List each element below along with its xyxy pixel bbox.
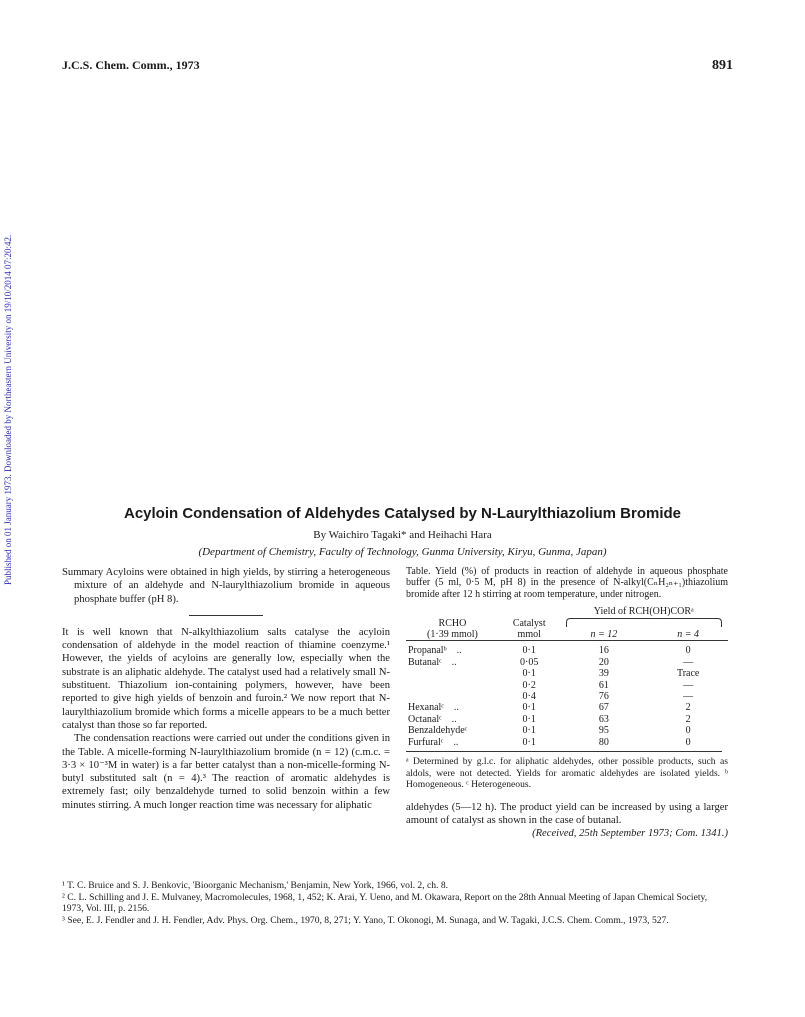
catalyst-cell: 0·1 [522,645,536,657]
article-affiliation: (Department of Chemistry, Faculty of Technology, Gunma University, Kiryu, Gunma, Japan) [198,546,607,558]
aldehyde-cell [406,714,499,725]
references [62,880,728,926]
aldehyde-cell [406,737,499,748]
yield-n4-cell: — [683,679,694,691]
table-row [406,714,728,725]
table-row [406,657,728,668]
divider [189,615,263,616]
leader-dots: .. [451,656,457,668]
right-column [406,566,728,840]
n4-header: n = 4 [677,629,700,641]
reference-1: ¹ T. C. Bruice and S. J. Benkovic, 'Bioorganic Mechanism,' Benjamin, New York, 1966, vol. 2, ch. 8. [62,880,449,891]
yield-header: Yield of RCH(OH)CORᵃ [593,606,694,618]
table-caption: Table. Yield (%) of products in reaction of aldehyde in aqueous phosphate buffer (5 ml, 0·5 M, pH 8) in the presence of N-alkyl(CₙH₂ₙ₊₁)thiazolium bromide after 12 h stirring at room temperature, under nitrogen. [406,566,728,600]
catalyst-cell: 0·05 [520,656,539,668]
yield-n12-cell: 39 [598,668,609,680]
journal-header: J.C.S. Chem. Comm., 1973 [62,58,200,72]
yield-n12-cell: 61 [598,679,609,691]
rcho-subheader: (1·39 mmol) [427,629,478,641]
yield-n4-cell: 0 [685,725,691,737]
yield-n12-cell: 20 [598,656,609,668]
aldehyde-name: Octanalᶜ [408,713,442,725]
leader-dots: .. [451,713,457,725]
reference-2: ² C. L. Schilling and J. E. Mulvaney, Macromolecules, 1968, 1, 452; K. Arai, Y. Ueno, and M. Okawara, Report on the 28th Annual Meeting of Japan Chemical Society, 1973, Vol. III, p. 2156. [62,891,708,915]
n12-header: n = 12 [590,629,618,641]
yield-n12-cell: 76 [598,691,609,703]
yield-n4-cell: — [683,691,694,703]
download-watermark[interactable]: Published on 01 January 1973. Downloaded by Northeastern University on 19/10/2014 07:20:42. [3,234,13,586]
yield-table [406,606,728,748]
leader-dots: .. [453,736,459,748]
article-title: Acyloin Condensation of Aldehydes Catalysed by N-Laurylthiazolium Bromide [123,505,682,522]
catalyst-cell: 0·1 [522,702,536,714]
yield-n4-cell: Trace [676,668,700,680]
catalyst-cell: 0·4 [522,691,536,703]
body-paragraph-3: aldehydes (5—12 h). The product yield can be increased by using a larger amount of catalyst as shown in the case of butanal. [406,801,728,826]
table-row [406,737,728,748]
leader-dots: .. [453,702,459,714]
yield-n12-cell: 67 [598,702,609,714]
yield-n4-cell: 2 [685,713,691,725]
body-paragraph-1: It is well known that N-alkylthiazolium salts catalyse the acyloin condensation of aldehyde in the model reaction of thiamine coenzyme.¹ However, the yields of acyloins are generally low, especially when the substrate is an aliphatic aldehyde. The catalyst used had a relatively small N-substituent. Thiazolium ion-containing polymers, however, have been reported to give high yields of benzoin and furoin.² We now report that N-laurylthiazolium bromide which forms a micelle appears to be a much better catalyst than those so far reported. [62,626,390,731]
aldehyde-name: Furfuralᶜ [408,736,444,748]
table-row [406,645,728,656]
yield-n12-cell: 80 [598,736,609,748]
body-paragraph-2: The condensation reactions were carried out under the conditions given in the Table. A micelle-forming N-laurylthiazolium bromide (n = 12) (c.m.c. = 3·3 × 10⁻³M in water) is a far better catalyst than a non-micelle-forming N-butyl substituted salt (n = 4).³ The reaction of aromatic aldehydes is extremely fast; oily benzaldehyde turned to solid benzoin within a few minutes stirring. A much longer reaction time was necessary for aliphatic [62,733,390,811]
aldehyde-cell [406,725,499,736]
aldehyde-cell [406,702,499,713]
page-number: 891 [712,58,733,73]
yield-n4-cell: 0 [685,645,691,657]
left-column [62,566,390,812]
received-date: (Received, 25th September 1973; Com. 1341.) [532,828,728,840]
leader-dots: .. [456,645,462,657]
aldehyde-name: Hexanalᶜ [408,702,444,714]
reference-3: ³ See, E. J. Fendler and J. H. Fendler, Adv. Phys. Org. Chem., 1970, 8, 271; Y. Yano, T. Okonogi, M. Sunaga, and W. Tagaki, J.C.S. Chem. Comm., 1973, 527. [62,914,669,926]
aldehyde-cell [406,657,499,668]
catalyst-header: Catalyst [512,617,546,629]
aldehyde-name: Butanalᶜ [408,656,442,668]
aldehyde-name: Benzaldehydeᶜ [408,725,468,737]
catalyst-cell: 0·1 [522,713,536,725]
table-row [406,702,728,713]
rcho-header: RCHO [438,617,467,629]
catalyst-subheader: mmol [517,629,541,641]
yield-n12-cell: 63 [598,713,609,725]
aldehyde-cell [406,645,499,656]
article-authors: By Waichiro Tagaki* and Heihachi Hara [313,529,492,541]
yield-n4-cell: — [683,656,694,668]
yield-n4-cell: 0 [685,736,691,748]
catalyst-cell: 0·1 [522,736,536,748]
table-row [406,725,728,736]
summary: Summary Acyloins were obtained in high yields, by stirring a heterogeneous mixture of an aldehyde and N-laurylthiazolium bromide in aqueous phosphate buffer (pH 8). [62,567,390,605]
yield-n4-cell: 2 [685,702,691,714]
table-row [406,680,728,691]
yield-n12-cell: 95 [598,725,609,737]
aldehyde-cell [406,668,499,679]
yield-n12-cell: 16 [598,645,609,657]
catalyst-cell: 0·2 [522,679,536,691]
aldehyde-name: Propanalᵇ [408,645,447,657]
aldehyde-cell [406,691,499,702]
aldehyde-cell [406,680,499,691]
table-footnote: ᵃ Determined by g.l.c. for aliphatic aldehydes, other possible products, such as aldols, were not detected. Yields for aromatic aldehydes are isolated yields. ᵇ Homogeneous. ᶜ Heterogeneous. [406,756,728,791]
yield-brace [560,618,728,629]
table-row [406,668,728,679]
catalyst-cell: 0·1 [522,725,536,737]
table-row [406,691,728,702]
catalyst-cell: 0·1 [522,668,536,680]
